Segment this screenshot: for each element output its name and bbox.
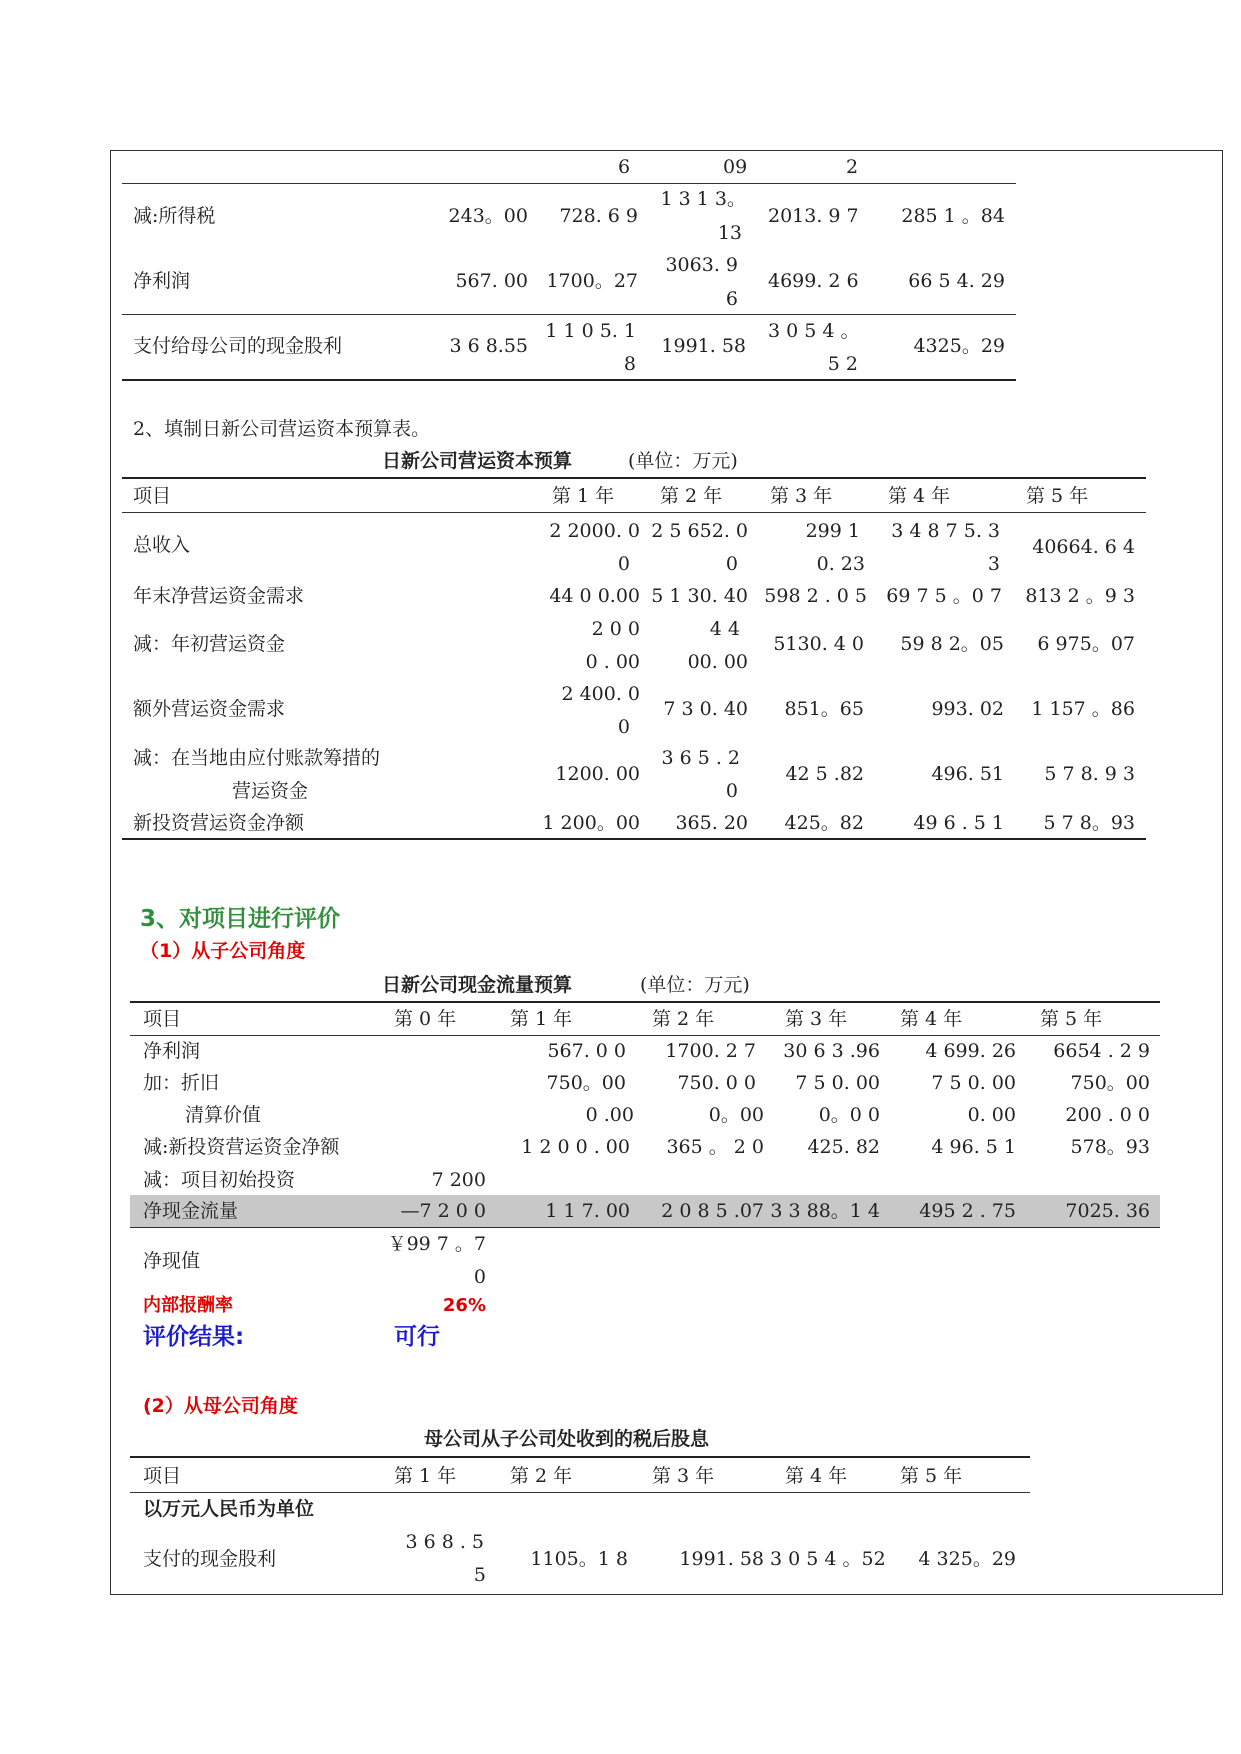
cell: 1700。27 xyxy=(546,270,638,292)
cell: 299 1 xyxy=(805,520,860,542)
cell: 750。00 xyxy=(1070,1072,1150,1094)
cell: 13 xyxy=(717,222,742,244)
row-label-initial-investment: 减：项目初始投资 xyxy=(143,1169,296,1191)
cell: 750。00 xyxy=(546,1072,626,1094)
cell: 0 xyxy=(725,553,738,575)
section2-heading: 2、填制日新公司营运资本预算表。 xyxy=(133,418,431,440)
cell: 1 157 。86 xyxy=(1031,698,1135,720)
cell: 1 2 0 0 . 00 xyxy=(521,1136,630,1158)
col-header-y2: 第 2 年 xyxy=(660,485,723,507)
cell: 0 xyxy=(617,716,630,738)
cell: 7 5 0. 00 xyxy=(931,1072,1016,1094)
table-bottom-rule xyxy=(122,838,1146,840)
wc-table-title: 日新公司营运资本预算 xyxy=(382,450,573,472)
npv-value-cont: 0 xyxy=(473,1266,486,1288)
cell: 0。0 0 xyxy=(818,1104,880,1126)
col-header-y2: 第 2 年 xyxy=(510,1465,573,1487)
fragment-c4: 09 xyxy=(723,156,748,178)
cell: 3 6 5 . 2 xyxy=(661,747,740,769)
fragment-c3: 6 xyxy=(618,156,631,178)
cell: 5 xyxy=(473,1564,486,1586)
col-header-y4: 第 4 年 xyxy=(888,485,951,507)
cell: 1700. 2 7 xyxy=(665,1040,756,1062)
row-label-cash-dividend: 支付的现金股利 xyxy=(143,1548,277,1570)
cell: 66 5 4. 29 xyxy=(908,270,1005,292)
cell: 567. 00 xyxy=(455,270,528,292)
cell: 4 325。29 xyxy=(918,1548,1016,1570)
cell: 5 7 8. 9 3 xyxy=(1044,763,1135,785)
result-value: 可行 xyxy=(394,1324,440,1350)
cell: 2 400. 0 xyxy=(561,683,640,705)
table-rule xyxy=(122,314,1016,315)
npv-label: 净现值 xyxy=(143,1250,201,1272)
row-label-net-profit: 净利润 xyxy=(133,270,191,292)
cell: 365 。 2 0 xyxy=(666,1136,764,1158)
cell: 2 2000. 0 xyxy=(549,520,640,542)
wc-table-unit: (单位：万元) xyxy=(628,450,738,472)
cell: 4325。29 xyxy=(913,335,1005,357)
section3-heading: 3、对项目进行评价 xyxy=(140,906,341,932)
cell: 0 xyxy=(617,553,630,575)
irr-value: 26% xyxy=(442,1295,486,1316)
cell: 1200. 00 xyxy=(555,763,640,785)
table-rule xyxy=(130,1227,1160,1228)
cell: 243。00 xyxy=(448,205,528,227)
cell: 6654 . 2 9 xyxy=(1053,1040,1150,1062)
cell: 5 7 8。93 xyxy=(1043,812,1135,834)
cell: 4 699. 26 xyxy=(925,1040,1016,1062)
cell: 5130. 4 0 xyxy=(773,633,864,655)
col-header-item: 项目 xyxy=(143,1008,182,1030)
page-frame xyxy=(110,150,1223,1595)
table-rule xyxy=(130,1035,1160,1036)
cell: 3 4 8 7 5. 3 xyxy=(891,520,1000,542)
col-header-y3: 第 3 年 xyxy=(785,1008,848,1030)
cell: 1 1 7. 00 xyxy=(545,1200,630,1222)
row-label-year-end: 年末净营运资金需求 xyxy=(133,585,305,607)
cell: 1105。1 8 xyxy=(530,1548,628,1570)
cell: —7 2 0 0 xyxy=(400,1200,486,1222)
cell: 3 6 8.55 xyxy=(449,335,528,357)
cell: 567. 0 0 xyxy=(547,1040,626,1062)
cell: 496. 51 xyxy=(931,763,1004,785)
col-header-y4: 第 4 年 xyxy=(785,1465,848,1487)
cell: 30 6 3 .96 xyxy=(783,1040,880,1062)
cf-table-unit: (单位：万元) xyxy=(640,974,750,996)
row-label-new-wc: 减:新投资营运资金净额 xyxy=(143,1136,340,1158)
col-header-y1: 第 1 年 xyxy=(510,1008,573,1030)
cell: 8 xyxy=(623,353,636,375)
cell: 7 5 0. 00 xyxy=(795,1072,880,1094)
fragment-c5: 2 xyxy=(846,156,859,178)
row-label-net-profit: 净利润 xyxy=(143,1040,201,1062)
row-label-income-tax: 减:所得税 xyxy=(133,205,216,227)
row-label-extra-wc: 额外营运资金需求 xyxy=(133,698,286,720)
row-label-payable-1: 减：在当地由应付账款筹措的 xyxy=(133,747,381,769)
col-header-y1: 第 1 年 xyxy=(394,1465,457,1487)
cell: 425. 82 xyxy=(807,1136,880,1158)
cell: 2 0 8 5 .07 xyxy=(661,1200,764,1222)
cell: 2 5 652. 0 xyxy=(651,520,748,542)
npv-value: ￥99 7 。7 xyxy=(387,1233,486,1255)
table-top-rule xyxy=(122,477,1146,479)
table-rule xyxy=(122,512,1146,513)
cell: 750. 0 0 xyxy=(677,1072,756,1094)
cell: 6 xyxy=(725,288,738,310)
cell: 1 3 1 3。 xyxy=(660,188,746,210)
cell: 578。93 xyxy=(1070,1136,1150,1158)
cell: 425。82 xyxy=(784,812,864,834)
col-header-y3: 第 3 年 xyxy=(652,1465,715,1487)
cell: 4 4 xyxy=(709,618,740,640)
table-top-rule xyxy=(130,1456,1030,1458)
row-label-begin-wc: 减：年初营运资金 xyxy=(133,633,286,655)
row-label-payable-2: 营运资金 xyxy=(232,780,309,802)
col-header-item: 项目 xyxy=(143,1465,182,1487)
cell: 3063. 9 xyxy=(665,254,738,276)
cell: 44 0 0.00 xyxy=(549,585,640,607)
cell: 1991. 58 xyxy=(679,1548,764,1570)
irr-label: 内部报酬率 xyxy=(143,1295,233,1316)
table-bottom-rule xyxy=(122,379,1016,381)
cell: 2 0 0 xyxy=(591,618,640,640)
col-header-y5: 第 5 年 xyxy=(1026,485,1089,507)
cell: 40664. 6 4 xyxy=(1032,536,1135,558)
cell: 1 200。00 xyxy=(542,812,640,834)
col-header-y4: 第 4 年 xyxy=(900,1008,963,1030)
cell: 0 .00 xyxy=(585,1104,634,1126)
col-header-item: 项目 xyxy=(133,485,172,507)
cell: 0. 00 xyxy=(967,1104,1016,1126)
row-label-total-revenue: 总收入 xyxy=(133,534,191,556)
col-header-y3: 第 3 年 xyxy=(770,485,833,507)
cell: 285 1 。84 xyxy=(901,205,1005,227)
cell: 3 0 5 4 。52 xyxy=(770,1548,886,1570)
cell: 49 6 . 5 1 xyxy=(913,812,1004,834)
cell: 0 . 00 xyxy=(585,651,640,673)
col-header-y5: 第 5 年 xyxy=(900,1465,963,1487)
unit-row: 以万元人民币为单位 xyxy=(143,1498,315,1520)
table-rule xyxy=(122,183,1016,184)
cell: 4 96. 5 1 xyxy=(931,1136,1016,1158)
cell: 00. 00 xyxy=(687,651,748,673)
table-top-rule xyxy=(130,1001,1160,1003)
cell: 3 xyxy=(987,553,1000,575)
cell: 851。65 xyxy=(784,698,864,720)
col-header-y1: 第 1 年 xyxy=(552,485,615,507)
cell: 69 7 5 。0 7 xyxy=(886,585,1002,607)
cell: 1991. 58 xyxy=(661,335,746,357)
cell: 0 xyxy=(725,780,738,802)
sub1-heading: （1）从子公司角度 xyxy=(140,940,306,962)
row-label-liquidation: 清算价值 xyxy=(185,1104,262,1126)
cell: 495 2 . 75 xyxy=(919,1200,1016,1222)
cell: 5 2 xyxy=(827,353,858,375)
cell: 728. 6 9 xyxy=(559,205,638,227)
cell: 993. 02 xyxy=(931,698,1004,720)
table-rule xyxy=(130,1492,1030,1493)
cell: 6 975。07 xyxy=(1037,633,1135,655)
col-header-y0: 第 0 年 xyxy=(394,1008,457,1030)
row-label-depreciation: 加：折旧 xyxy=(143,1072,220,1094)
cell: 3 0 5 4 。 xyxy=(768,320,860,342)
cell: 813 2 。9 3 xyxy=(1025,585,1135,607)
row-label-net-cash-flow: 净现金流量 xyxy=(143,1200,239,1222)
div-table-title: 母公司从子公司处收到的税后股息 xyxy=(424,1428,710,1450)
result-label: 评价结果: xyxy=(143,1324,245,1350)
cell: 1 1 0 5. 1 xyxy=(545,320,636,342)
cell: 5 1 30. 40 xyxy=(651,585,748,607)
cell: 7 3 0. 40 xyxy=(663,698,748,720)
cell: 2013. 9 7 xyxy=(768,205,859,227)
cell: 7025. 36 xyxy=(1065,1200,1150,1222)
cf-table-title: 日新公司现金流量预算 xyxy=(382,974,573,996)
cell: 42 5 .82 xyxy=(785,763,864,785)
sub2-heading: (2）从母公司角度 xyxy=(143,1395,298,1417)
row-label-net-new-wc: 新投资营运资金净额 xyxy=(133,812,305,834)
cell: 3 3 88。1 4 xyxy=(770,1200,880,1222)
cell: 200 . 0 0 xyxy=(1065,1104,1150,1126)
cell: 0。00 xyxy=(708,1104,764,1126)
cell: 59 8 2。05 xyxy=(900,633,1004,655)
cell: 7 200 xyxy=(431,1169,486,1191)
cell: 3 6 8 . 5 xyxy=(405,1531,484,1553)
cell: 4699. 2 6 xyxy=(768,270,859,292)
col-header-y2: 第 2 年 xyxy=(652,1008,715,1030)
cell: 598 2 . 0 5 xyxy=(764,585,867,607)
cell: 365. 20 xyxy=(675,812,748,834)
row-label-dividend: 支付给母公司的现金股利 xyxy=(133,335,343,357)
col-header-y5: 第 5 年 xyxy=(1040,1008,1103,1030)
cell: 0. 23 xyxy=(816,553,865,575)
